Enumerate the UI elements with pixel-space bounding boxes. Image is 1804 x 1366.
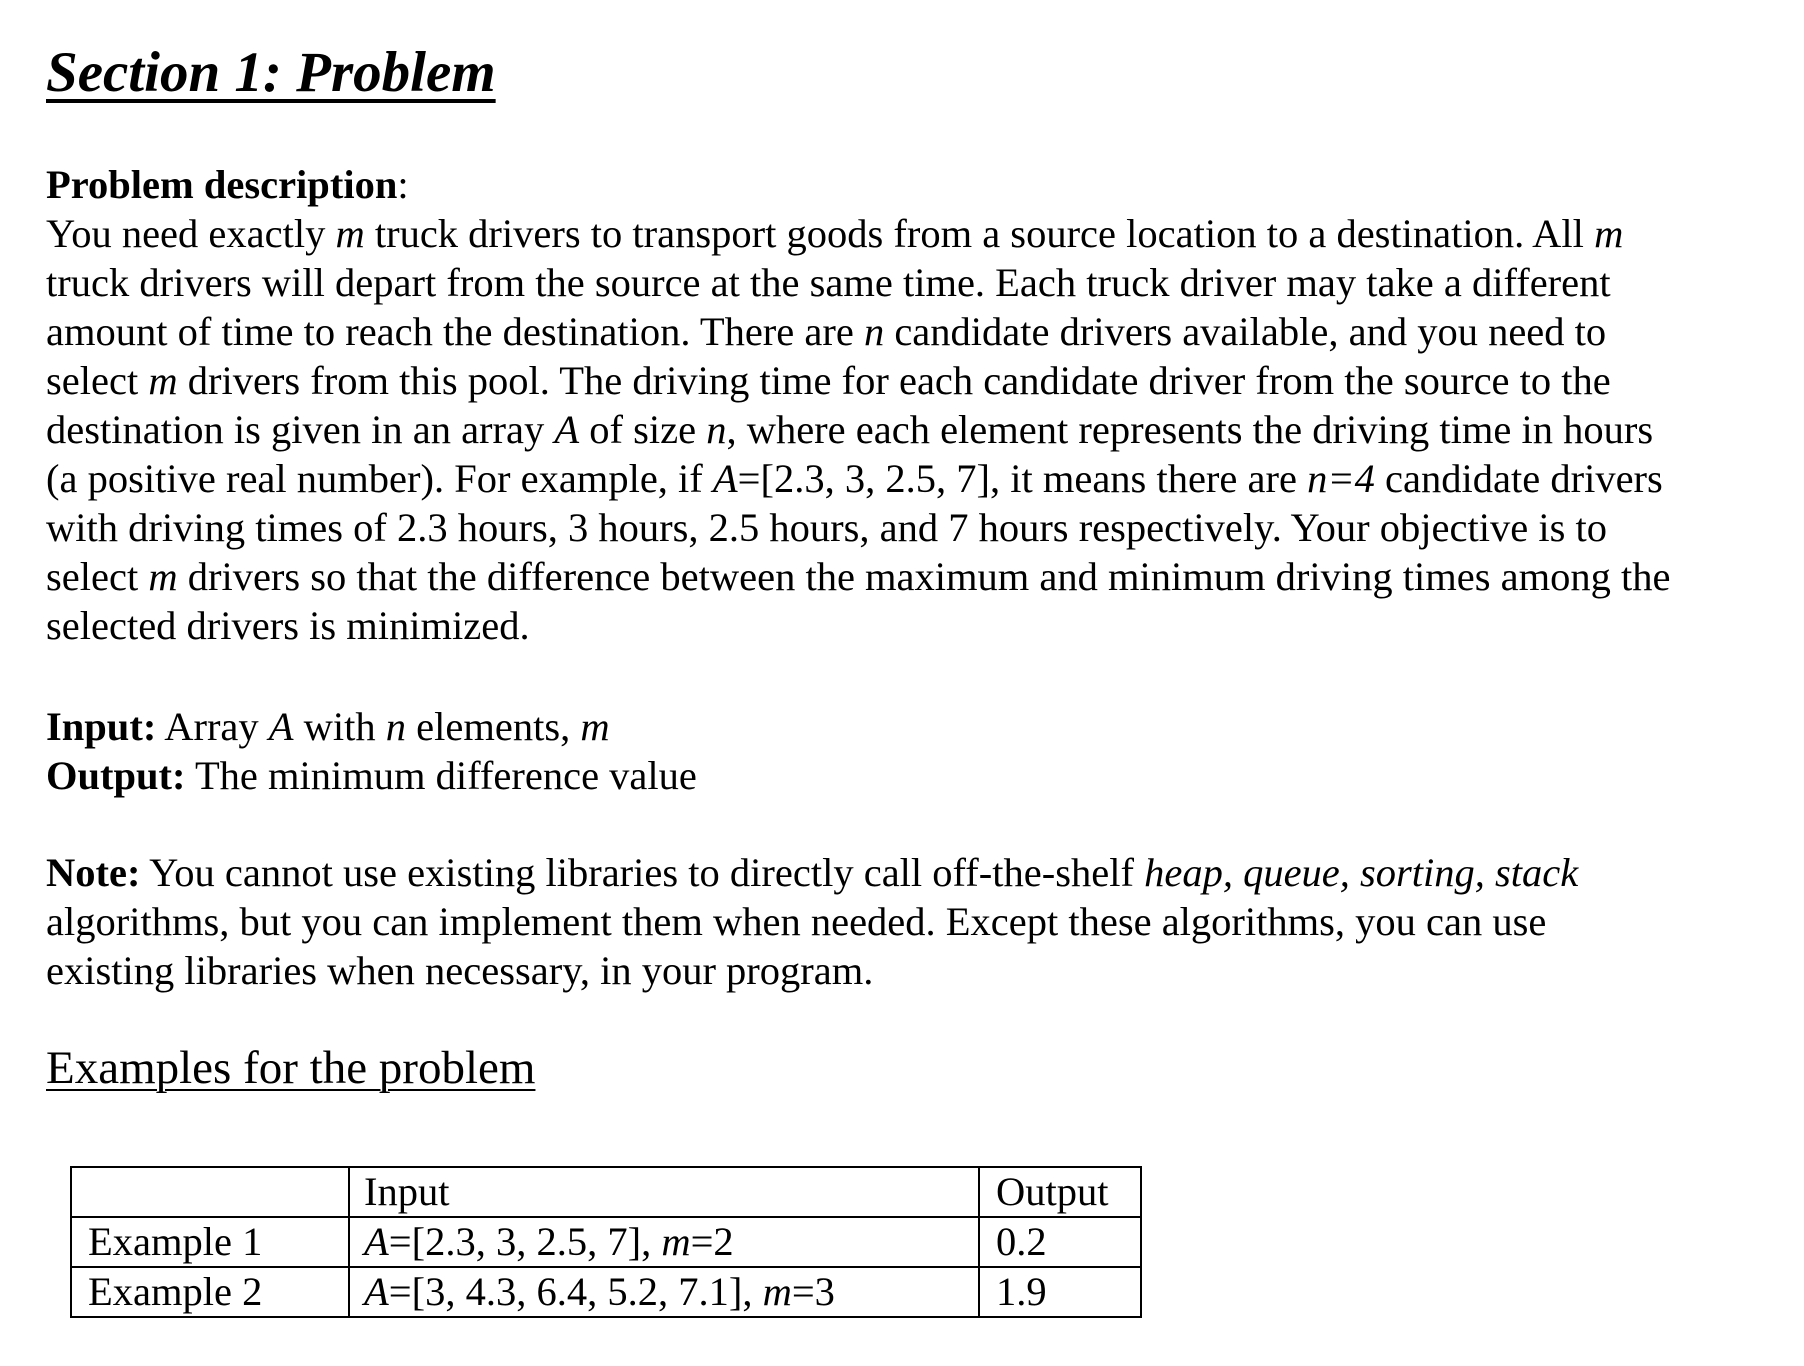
text-segment: =3 [791,1269,835,1314]
example-label: Example 2 [71,1267,349,1317]
math-variable: m [661,1219,691,1264]
example-input [349,1267,979,1317]
table-header-output: Output [979,1167,1141,1217]
note-line [46,848,1578,897]
note-text-first [140,850,1578,895]
problem-line [46,258,1766,307]
text-segment: existing libraries when necessary, in your program. [46,948,874,993]
math-variable: m [148,554,178,599]
text-segment: =[3, 4.3, 6.4, 5.2, 7.1], [388,1269,763,1314]
problem-heading-colon: : [397,162,409,207]
problem-line [46,601,1766,650]
output-label: Output: [46,753,186,798]
math-variable: n [385,704,407,749]
table-row [71,1267,1141,1317]
problem-heading-line [46,160,1766,209]
output-text: The minimum difference value [185,753,697,798]
note [46,848,1578,995]
example-output: 0.2 [979,1217,1141,1267]
math-variable: n [706,407,727,452]
text-segment: candidate drivers available, and you need to [884,309,1607,354]
math-variable: m [580,704,610,749]
text-segment: drivers from this pool. The driving time for each candidate driver from the source to the [177,358,1611,403]
text-segment: Array [156,704,269,749]
text-segment: =[2.3, 3, 2.5, 7], it means there are [737,456,1308,501]
problem-line [46,552,1766,601]
input-label: Input: [46,704,157,749]
example-input [349,1217,979,1267]
note-label: Note: [46,850,141,895]
text-segment: drivers so that the difference between the maximum and minimum driving times among the [177,554,1671,599]
math-variable: =4 [1327,456,1375,501]
math-variable: A [712,456,738,501]
text-segment: =2 [690,1219,734,1264]
text-segment: truck drivers to transport goods from a source location to a destination. All [364,211,1595,256]
text-segment: with driving times of 2.3 hours, 3 hours, 2.5 hours, and 7 hours respectively. Your objective is to [46,505,1607,550]
text-segment: truck drivers will depart from the source at the same time. Each truck driver may take a different [46,260,1611,305]
problem-body [46,209,1766,650]
problem-line [46,405,1766,454]
text-segment: , where each element represents the driving time in hours [726,407,1654,452]
problem-line [46,454,1766,503]
text-segment: You cannot use existing libraries to directly call off-the-shelf [140,850,1145,895]
text-segment: =[2.3, 3, 2.5, 7], [388,1219,662,1264]
text-segment: amount of time to reach the destination. There are [46,309,864,354]
math-variable: A [364,1219,389,1264]
problem-heading: Problem description [46,162,398,207]
table-header-cell [71,1167,349,1217]
math-variable: A [554,407,580,452]
math-variable: m [1594,211,1624,256]
note-line [46,946,1578,995]
math-variable: m [762,1269,792,1314]
examples-table [70,1166,1142,1318]
math-variable: A [268,704,294,749]
note-line [46,897,1578,946]
math-variable: m [148,358,178,403]
input-spec [46,702,697,751]
text-segment: with [293,704,386,749]
text-segment: select [46,554,149,599]
math-variable: m [335,211,365,256]
example-output: 1.9 [979,1267,1141,1317]
text-segment: (a positive real number). For example, if [46,456,713,501]
problem-line [46,356,1766,405]
input-text [156,704,609,749]
table-row [71,1217,1141,1267]
text-segment: You need exactly [46,211,336,256]
problem-line [46,209,1766,258]
text-segment: destination is given in an array [46,407,555,452]
examples-heading: Examples for the problem [46,1042,536,1094]
problem-line [46,307,1766,356]
text-segment: candidate drivers [1374,456,1663,501]
text-segment: select [46,358,149,403]
math-variable: A [364,1269,389,1314]
input-output-spec [46,702,697,800]
text-segment: algorithms, but you can implement them when needed. Except these algorithms, you can use [46,899,1547,944]
output-spec [46,751,697,800]
problem-line [46,503,1766,552]
text-segment: selected drivers is minimized. [46,603,530,648]
text-segment: of size [579,407,707,452]
problem-description [46,160,1766,650]
table-header-input: Input [349,1167,979,1217]
math-variable: heap, queue, sorting, stack [1144,850,1579,895]
table-header-row [71,1167,1141,1217]
math-variable: n [1307,456,1328,501]
section-title: Section 1: Problem [46,41,496,104]
example-label: Example 1 [71,1217,349,1267]
text-segment: elements, [406,704,581,749]
math-variable: n [863,309,885,354]
